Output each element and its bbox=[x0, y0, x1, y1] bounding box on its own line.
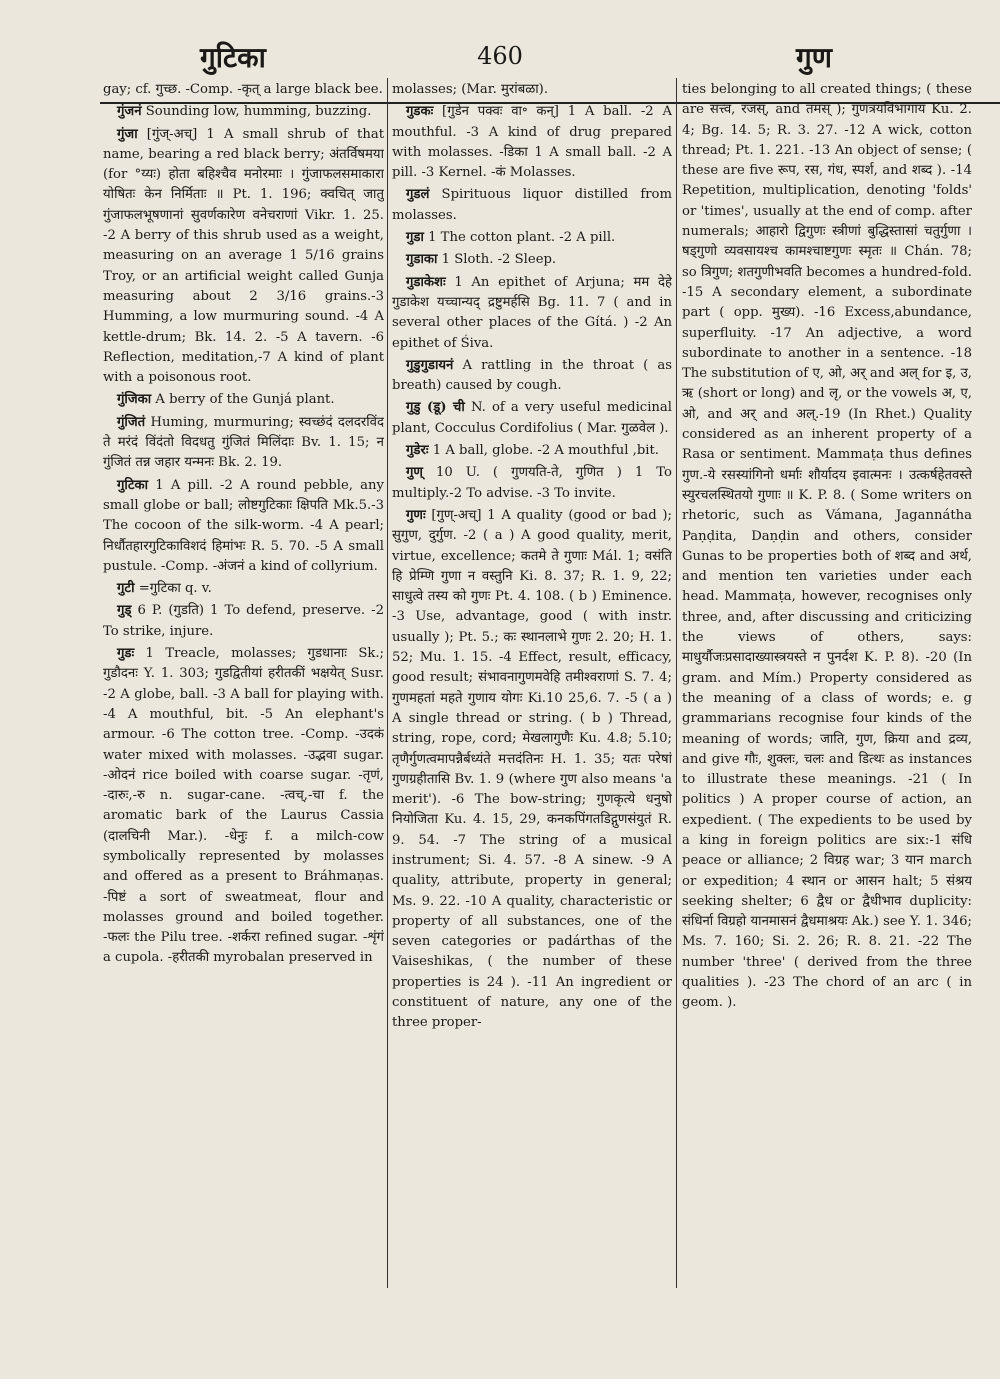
entry-headword: गुड् bbox=[117, 603, 132, 619]
entry-headword: गुणः bbox=[406, 507, 426, 523]
entry-headword: गुडाका bbox=[406, 252, 438, 268]
dictionary-entry bbox=[392, 185, 672, 226]
entry-definition: Spirituous liquor distilled from molasses. bbox=[392, 187, 672, 223]
entry-definition: gay; cf. गुच्छ. -Comp. -कृत् a large black bee. bbox=[103, 82, 383, 97]
entry-definition: 1 The cotton plant. -2 A pill. bbox=[423, 230, 616, 246]
entry-headword: गुण् bbox=[406, 465, 423, 481]
entry-definition: =गुटिका q. v. bbox=[134, 581, 212, 597]
column-middle bbox=[392, 80, 672, 1305]
dictionary-entry bbox=[103, 644, 384, 969]
entry-definition: 10 U. ( गुणयति-ते, गुणित ) 1 To multiply.-2 To advise. -3 To invite. bbox=[392, 465, 672, 501]
entry-definition: Huming, murmuring; स्वच्छंदं दलदरविंद ते मरंदं विंदंतो विदधतु गुंजितं मिलिंदाः Bv. 1. 15; न गुंजितं तन्न जहार यन्मनः Bk. 2. 19. bbox=[103, 414, 384, 471]
dictionary-entry bbox=[392, 80, 672, 100]
entry-definition: molasses; (Mar. मुरांबळा). bbox=[392, 82, 549, 97]
dictionary-entry bbox=[392, 273, 672, 354]
column-right bbox=[682, 80, 972, 1305]
dictionary-entry bbox=[682, 80, 972, 1014]
dictionary-entry bbox=[392, 228, 672, 248]
dictionary-entry bbox=[103, 125, 384, 389]
entry-headword: गुंजा bbox=[117, 126, 138, 142]
dictionary-entry bbox=[103, 102, 384, 122]
dictionary-entry bbox=[103, 579, 384, 599]
entry-headword: गुटी bbox=[117, 581, 135, 597]
column-divider bbox=[676, 78, 677, 1288]
left-guide-word: गुटिका bbox=[200, 41, 266, 74]
column-divider bbox=[387, 78, 388, 1288]
entry-headword: गुंजितं bbox=[117, 414, 146, 430]
dictionary-entry bbox=[392, 250, 672, 270]
entry-headword: गुडा bbox=[406, 230, 424, 246]
entry-definition: 1 Sloth. -2 Sleep. bbox=[437, 252, 557, 268]
dictionary-entry bbox=[103, 476, 384, 577]
entry-definition: 1 A ball, globe. -2 A mouthful ,bit. bbox=[428, 443, 659, 459]
entry-definition: A berry of the Gunjá plant. bbox=[151, 392, 335, 408]
dictionary-entry bbox=[103, 601, 384, 642]
entry-headword: गुडेरः bbox=[406, 443, 429, 459]
dictionary-entry bbox=[103, 80, 384, 100]
entry-definition: N. of a very useful medicinal plant, Cocculus Cordifolius ( Mar. गुळवेल ). bbox=[392, 400, 672, 436]
entry-definition: ties belonging to all created things; ( these are सत्त्व, रजस्, and तमस् ); गुणत्रयविभागाय Ku. 2. 4; Bg. 14. 5; R. 3. 27. -12 A wick, cotton thread; Pt. 1. 221. -13 An object of sense; ( these are five रूप, रस, गंध, स्पर्श, and शब्द ). -14 Repetition, multiplication, denoting 'folds' or 'times', usually at the end of comp. after numerals; आहारो द्विगुणः स्त्रीणां बुद्धिस्तासां चतुर्गुणा । षड्गुणो व्यवसायश्च कामश्चाष्टगुणः स्मृतः ॥ Chán. 78; so त्रिगुण; शतगुणीभवति becomes a hundred-fold. -15 A secondary element, a subordinate part ( opp. मुख्य). -16 Excess,abundance, superfluity. -17 An adjective, a word subordinate to another in a sentence. -18 The substitution of ए, ओ, अर् and अल् for इ, उ, ऋ (short or long) and लृ, or the vowels अ, ए, ओ, and अर् and अल्.-19 (In Rhet.) Quality considered as an inherent property of a Rasa or sentiment. Mammaṭa thus defines गुण.-ये रसस्यांगिनो धर्माः शौर्यादय इवात्मनः । उत्कर्षहेतवस्ते स्युरचलस्थितयो गुणाः ॥ K. P. 8. ( Some writers on rhetoric, such as Vámana, Jagannátha Paṇḍita, Daṇḍin and others, consider Gunas to be properties both of शब्द and अर्थ, and mention ten varieties under each head. Mammaṭa, however, recognises only three, and, after discussing and criticizing the views of others, says: माधुर्यौजःप्रसादाख्यास्त्रयस्ते न पुनर्दश K. P. 8). -20 (In gram. and Mím.) Property considered as the meaning of a class of words; e. g grammarians recognise four kinds of the meaning of words; जाति, गुण, क्रिया and द्रव्य, and give गौः, शुक्लः, चलः and डित्थः as instances to illustrate these meanings. -21 ( In politics ) A proper course of action, an expedient. ( The expedients to be used by a king in foreign politics are six:-1 संधि peace or alliance; 2 विग्रह war; 3 यान march or expedition; 4 स्थान or आसन halt; 5 संश्रय seeking shelter; 6 द्वैध or द्वैधीभाव duplicity: संधिर्ना विग्रहो यानमासनं द्वैधमाश्रयः Ak.) see Y. 1. 346; Ms. 7. 160; Si. 2. 26; R. 8. 21. -22 The number 'three' ( derived from the three qualities ). -23 The chord of an arc ( in geom. ). bbox=[682, 82, 972, 1011]
entry-headword: गुटिका bbox=[117, 477, 149, 493]
entry-headword: गुडु (डू) ची bbox=[406, 400, 465, 416]
entry-definition: Sounding low, humming, buzzing. bbox=[141, 104, 372, 120]
entry-definition: [गुण्-अच्] 1 A quality (good or bad ); सुगुण, दुर्गुण. -2 ( a ) A good quality, merit, virtue, excellence; कतमे ते गुणाः Mál. 1; वसंति हि प्रेम्णि गुणा न वस्तुनि Ki. 8. 37; R. 1. 9, 22; साधुत्वे तस्य को गुणः Pt. 4. 108. ( b ) Eminence. -3 Use, advantage, good ( with instr. usually ); Pt. 5.; कः स्थानलाभे गुणः 2. 20; H. 1. 52; Mu. 1. 15. -4 Effect, result, efficacy, good result; संभावनागुणमवेहि तमीश्वराणां S. 7. 4; गुणमहतां महते गुणाय योगः Ki.10 25,6. 7. -5 ( a ) A single thread or string. ( b ) Thread, string, rope, cord; मेखलागुणैः Ku. 4.8; 5.10; तृणैर्गुणत्वमापन्नैर्बध्यंते मत्तदंतिनः H. 1. 35; यतः परेषां गुणग्रहीतासि Bv. 1. 9 (where गुण also means 'a merit'). -6 The bow-string; गुणकृत्ये धनुषो नियोजिता Ku. 4. 15, 29, कनकपिंगतडिद्गुणसंयुतं R. 9. 54. -7 The string of a musical instrument; Si. 4. 57. -8 A sinew. -9 A quality, attribute, property in general; Ms. 9. 22. -10 A quality, characteristic or property of all substances, one of the seven categories or padárthas of the Vaiseshikas, ( the number of these properties is 24 ). -11 An ingredient or constituent of nature, any one of the three proper- bbox=[392, 507, 672, 1031]
entry-definition: [गुडेन पक्वः वा॰ कन्] 1 A ball. -2 A mouthful. -3 A kind of drug prepared with molasses. -डिका 1 A small ball. -2 A pill. -3 Kernel. -कं Molasses. bbox=[392, 104, 672, 181]
dictionary-entry bbox=[392, 463, 672, 504]
entry-headword: गुंजिका bbox=[117, 392, 152, 408]
entry-definition: 1 Treacle, molasses; गुडधानाः Sk.; गुडौदनः Y. 1. 303; गुडद्वितीयां हरीतकीं भक्षयेत् Susr. -2 A globe, ball. -3 A ball for playing with. -4 A mouthful, bit. -5 An elephant's armour. -6 The cotton tree. -Comp. -उदकं water mixed with molasses. -उद्भवा sugar. -ओदनं rice boiled with coarse sugar. -तृणं, -दारुः,-रु n. sugar-cane. -त्वच्,-चा f. the aromatic bark of the Laurus Cassia (दालचिनी Mar.). -धेनुः f. a milch-cow symbolically represented by molasses and offered as a present to Bráhmaṇas. -पिष्टं a sort of sweatmeat, flour and molasses ground and boiled together. -फलः the Pilu tree. -शर्करा refined sugar. -शृंगं a cupola. -हरीतकी myrobalan preserved in bbox=[103, 646, 384, 966]
dictionary-entry bbox=[392, 356, 672, 397]
right-guide-word: गुण bbox=[796, 41, 833, 74]
entry-headword: गुडाकेशः bbox=[406, 274, 446, 290]
dictionary-entry bbox=[103, 413, 384, 474]
entry-definition: 1 A pill. -2 A round pebble, any small globe or ball; लोष्टगुटिकाः क्षिपति Mk.5.-3 The cocoon of the silk-worm. -4 A pearl; निर्धौतहारगुटिकाविशदं हिमांभः R. 5. 70. -5 A small pustule. -Comp. -अंजनं a kind of collyrium. bbox=[103, 477, 384, 574]
entry-definition: 6 P. (गुडति) 1 To defend, preserve. -2 To strike, injure. bbox=[103, 603, 384, 639]
entry-headword: गुडकः bbox=[406, 104, 434, 120]
entry-definition: 1 An epithet of Arjuna; मम देहे गुडाकेश यच्चान्यद् द्रष्टुमर्हसि Bg. 11. 7 ( and in several other places of the Gítá. ) -2 An epithet of Śiva. bbox=[392, 274, 672, 351]
entry-definition: [गुंज्-अच्] 1 A small shrub of that name, bearing a red black berry; अंतर्विषमया (for °य्यः) होता बहिश्चैव मनोरमाः । गुंजाफलसमाकारा योषितः केन निर्मिताः ॥ Pt. 1. 196; क्वचित् जातु गुंजाफलभूषणानां सुवर्णकारेण वनेचराणां Vikr. 1. 25. -2 A berry of this shrub used as a weight, measuring on an average 1 5/16 grains Troy, or an artificial weight called Gunja measuring about 2 3/16 grains.-3 Humming, a low murmuring sound. -4 A kettle-drum; Bk. 14. 2. -5 A tavern. -6 Reflection, meditation,-7 A kind of plant with a poisonous root. bbox=[103, 126, 384, 386]
dictionary-entry bbox=[392, 398, 672, 439]
page-header bbox=[0, 28, 1000, 88]
entry-headword: गुडुगुडायनं bbox=[406, 357, 454, 373]
entry-headword: गुंजनं bbox=[117, 104, 142, 120]
page-number: 460 bbox=[477, 42, 523, 70]
entry-definition: A rattling in the throat ( as breath) caused by cough. bbox=[392, 357, 672, 394]
dictionary-entry bbox=[392, 102, 672, 183]
entry-headword: गुडः bbox=[117, 646, 135, 662]
entry-headword: गुडलं bbox=[406, 187, 430, 203]
dictionary-entry bbox=[392, 506, 672, 1034]
column-left bbox=[103, 80, 384, 1305]
dictionary-entry bbox=[103, 390, 384, 410]
dictionary-entry bbox=[392, 441, 672, 461]
